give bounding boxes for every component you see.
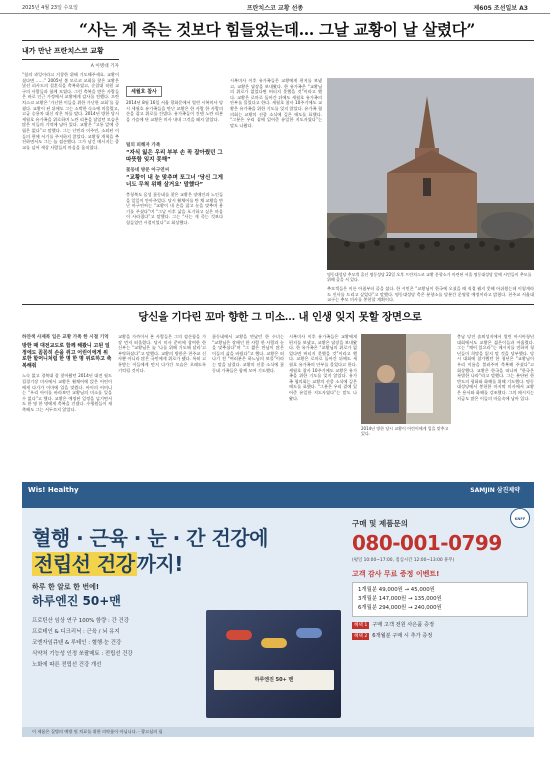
ad-certification-badge: KNFF xyxy=(510,508,530,528)
col1-rule xyxy=(22,59,119,60)
section2-body1: 노숙 없고 경북대 잘 찾아왔던 2014년 대전 월드컵경기장 미사에서 교황은 휠체어에 앉은 어린이에게 다가가 이마에 입을 맞췄다. 아이의 어머니는 “우리 아이를 바라보던 교황님의 미소를 잊을 수 없다”고 했다. 교황은 예정된 일정을 넘기면서도 한 명 한 명에게 축복을 건넸다. 수행원들이 재촉해도 그는 서두르지 않았다. xyxy=(22,373,112,412)
ad-feature-item: 프로테인 & 디크리닉 : 근육 / 뇌 유지 xyxy=(32,629,120,635)
masthead-date: 2025년 4월 23일 수요일 xyxy=(22,5,79,11)
col2-label2: 털의 피해자 가족 xyxy=(126,143,161,148)
col1-text: “힘의 과잉이라고 거창한 위해 기도해주세요. 교황이셨다면 ……” 2005년 봄 모로코 교회를 찾은 교황은 낯선 피사드의 결혼식을 축복하였고, 순찰대 직원 교구의 사람들과 함께 모였다. 그런 축복을 받은 사람들은 바로 인근 가정에서 교황에게 감사를 전했다. 프란치스코 교황은 ‘가난한 이들을 위한 가난한 교회’를 꿈꿨다. 교황이 된 뒤에도 그는 소박한 숙소에 머물렀고, 고급 승용차 대신 작은 차를 탔다. 2014년 방한 당시 세월호 유가족을 위로하며 노란 리본을 달았던 모습은 많은 이들의 기억에 남아 있다. 교황은 “고통 앞에 중립은 없다”고 말했다. 그는 난민과 이주민, 소외된 이들의 편에 서기를 주저하지 않았다. 교황청 개혁을 추진하면서도 그는 늘 겸손했다. 그가 남긴 메시지는 종교를 넘어 세상 사람들의 마음을 움직였다. xyxy=(22,72,119,150)
church-photo xyxy=(327,78,534,270)
ad-box-label: 하루엔진 50+ 맨 xyxy=(214,670,334,690)
ad-gift-text: 6개월분 구매 시 추가 증정 xyxy=(372,633,433,639)
pill-icon xyxy=(226,630,252,640)
ad-price-row: 1개월분 49,000원 → 45,000원 xyxy=(358,587,435,593)
church-illustration xyxy=(327,78,534,270)
ad-tagline: 하루 한 알로 한 번에! xyxy=(32,583,100,591)
ad-product-name: 하루엔진 50+맨 xyxy=(32,594,121,608)
advertisement xyxy=(22,482,534,737)
ad-product-box xyxy=(206,610,341,718)
ad-price-row: 6개월분 294,000원 → 240,000원 xyxy=(358,605,442,611)
ad-gift-row xyxy=(352,620,528,631)
section2-intro-col xyxy=(22,334,112,441)
pope-photo xyxy=(361,334,451,424)
ad-headline-1: 혈행 · 근육 · 눈 · 간 건강에 xyxy=(32,526,268,550)
col2-sub1: “자식 잃은 우리 부부 손 꼭 잡아줬던 그 따뜻함 잊지 못해” xyxy=(126,150,223,163)
ad-feature-item: 식약처 기능성 인정 쏘팔메토 : 전립선 건강 xyxy=(32,651,133,657)
photo1-lower-text: 추모객들은 이른 아침부터 줄을 섰다. 한 시민은 “교황님이 한국에 오셨을 때 직접 뵙지 못해 아쉬웠는데 이렇게라도 인사를 드리고 싶었다”고 말했다. 명동대성당 측은 분향소를 당분간 운영할 예정이라고 밝혔다. 천주교 서울대교구는 추모 미사를 봉헌할 계획이다. xyxy=(327,286,534,302)
ad-hours: (평일 10:00~17:00, 점심시간 12:00~13:00 휴무) xyxy=(352,558,455,563)
pill-icon xyxy=(261,638,287,648)
church-photo-caption: 명동대성당 추모객 줄선 명동성당 22일 오후 프란치스코 교황 분향소가 마련된 서울 명동대성당 앞에 시민들이 추모를 위해 줄을 서 있다. xyxy=(327,272,532,282)
masthead-section: 프란치스코 교황 선종 xyxy=(246,5,304,12)
ad-headline-2 xyxy=(32,548,183,577)
ad-feature-item: 프로틴산 임상 연구 100% 함량 : 간 건강 xyxy=(32,618,129,624)
ad-gift-tag: 혜택 2 xyxy=(354,634,368,639)
section2-body3: 꽃동네에서 교황을 만났던 한 수녀는 “교황님은 장애인 한 사람 한 사람과 눈을 맞추셨다”며 “그 짧은 만남이 많은 이들의 삶을 바꿨다”고 했다. 교황은 떠나기 전 “여러분은 하느님의 보물”이라는 말을 남겼다. 교황의 선종 소식에 꽃동네 가족들은 함께 모여 기도했다. xyxy=(212,334,284,373)
ad-feature-item: 노화에 따른 전립선 건강 개선 xyxy=(32,662,102,668)
ad-gifts xyxy=(352,620,528,642)
section2-body2: 교황을 가까이서 본 사람들은 그의 겸손함을 가장 먼저 떠올렸다. 당시 미사 준비에 참여한 한 신부는 “교황님은 늘 ‘나를 위해 기도해 달라’고 부탁하셨다”고 말했다. 교황의 방한은 천주교 신자뿐 아니라 많은 국민에게 위로가 됐다. 특히 고통받는 이들에게 먼저 다가간 모습은 오래도록 기억될 것이다. xyxy=(118,334,206,373)
ad-brand-left: Wis! Healthy xyxy=(28,486,79,494)
ad-feature-list xyxy=(32,616,232,671)
col2-sub2: “교황이 내 눈 맞추며 포그너 ‘당신 그게 너도 무척 위해 살거요’ 말했다” xyxy=(126,175,223,188)
masthead-page: 제605 조선일보 A3 xyxy=(473,5,528,12)
ad-footer: 이 제품은 질병의 예방 및 치료를 위한 의약품이 아닙니다. · 광고심의 필 xyxy=(22,727,534,737)
col2-text2: 충청북도 음성 꽃동네를 찾은 교황은 장애인과 노인들을 일일이 안아주었다. 당시 휠체어를 탄 채 교황을 만난 아구연씨는 “교황이 내 손을 잡고 눈을 맞추며 용기를 주셨다”며 “그날 이후 삶을 포기하고 싶은 마음이 사라졌다”고 말했다. 그는 “사는 게 죽는 것보다 힘들었던 시절이었다”고 회상했다. xyxy=(126,192,223,225)
section2-intro-label: 하얀색 사제복 입은 교황 가족 한 시절 기억 xyxy=(22,335,109,340)
ad-gift-row xyxy=(352,631,528,642)
section-rule xyxy=(22,304,534,305)
pill-icon xyxy=(296,628,322,638)
ad-gift-text: 구매 고객 전원 사은품 증정 xyxy=(372,622,434,628)
col2-label3: 꽃동네 방문 아구연씨 xyxy=(126,168,170,173)
ad-event-title: 고객 감사 무료 증정 이벤트! xyxy=(352,570,440,578)
col1 xyxy=(22,46,119,277)
ad-top-bar xyxy=(22,482,534,508)
col1-byline: A 이병대 기자 xyxy=(90,64,119,69)
ad-feature-item: 코엔자임큐텐 & 루테인 : 혈행·눈 건강 xyxy=(32,640,122,646)
pope-photo-caption: 2014년 방한 당시 교황이 어린이에게 입을 맞추고 있다. xyxy=(361,426,449,436)
ad-order-panel xyxy=(352,518,528,642)
masthead xyxy=(0,0,550,14)
ad-price-table xyxy=(352,582,528,617)
ad-call-label: 구매 및 제품문의 xyxy=(352,519,408,528)
headline-rule xyxy=(22,40,534,41)
section2-right-text: 충남 당진 솔뫼성지에서 열린 아시아청년대회에서도 교황은 젊은이들과 어울렸다. 그는 “깨어 있으라”는 메시지를 전하며 청년들이 희망을 잃지 말 것을 당부했다. 당시 대회에 참가했던 한 청년은 “교황님이 우리 이름을 불러주며 축복해 주셨다”고 회상했다. 교황은 한국을 떠나며 “한국은 특별한 나라”라고 말했다. 그는 분단된 한반도의 평화와 화해를 위해 기도했다. 명동대성당에서 봉헌한 마지막 미사에서 교황은 용서와 화해를 강조했다. 그의 메시지는 지금도 많은 이들의 마음속에 남아 있다. xyxy=(457,334,534,401)
page-headline: “사는 게 죽는 것보다 힘들었는데… 그날 교황이 날 살렸다” xyxy=(78,20,475,39)
ad-price-row: 3개월분 147,000원 → 135,000원 xyxy=(358,596,442,602)
col2-label: 세월호 참사 xyxy=(126,86,162,97)
section2-intro: 방한 때 대전교도로 함께 해봤니 고된 일정에도 꼼꼼히 손을 쥐고 어린이에게 위로한 할머니처럼 한 명 한 명 위로하고 축복해줘 xyxy=(22,343,112,369)
section2-body3b: 시복미사 이후 유가족들은 교황에게 편지를 보냈고, 교황은 답장을 보내왔다. 한 유가족은 “교황님의 위로가 없었다면 버티지 못했을 것”이라고 했다. 교황은 로마로 돌아간 뒤에도 세월호 유가족의 안부를 물었다고 한다. 세월호 참사 10주기에도 교황은 유가족을 위한 기도를 잊지 않았다. 유가족 협의회는 교황의 선종 소식에 깊은 애도를 표했다. “그분은 우리 곁에 있어준 유일한 지도자였다”는 말도 나왔다. xyxy=(289,334,357,401)
ad-brand-right: SAMJIN 삼진제약 xyxy=(470,487,520,494)
ad-headline-rest: 까지! xyxy=(136,552,183,576)
section2-title: 당신을 기다린 꼬마 향한 그 미소… 내 인생 잊지 못할 장면으로 xyxy=(138,311,422,323)
col3-text: 시복미사 이후 유가족들은 교황에게 편지를 보냈고, 교황은 답장을 보내왔다. 한 유가족은 “교황님의 위로가 없었다면 버티지 못했을 것”이라고 했다. 교황은 로마로 돌아간 뒤에도 세월호 유가족의 안부를 물었다고 한다. 세월호 참사 10주기에도 교황은 유가족을 위한 기도를 잊지 않았다. 유가족 협의회는 교황의 선종 소식에 깊은 애도를 표했다. “그분은 우리 곁에 있어준 유일한 지도자였다”는 말도 나왔다. xyxy=(230,78,322,128)
ad-headline-highlight: 전립선 건강 xyxy=(34,552,135,576)
col1-title: 내가 만난 프란치스코 교황 xyxy=(22,47,104,55)
ad-gift-tag: 혜택 1 xyxy=(354,623,368,628)
col2 xyxy=(126,78,223,280)
pope-illustration xyxy=(361,334,451,424)
ad-phone-number[interactable]: 080-001-0799 xyxy=(352,531,502,555)
col2-text1: 2014년 8월 16일 서울 광화문에서 열린 시복미사 당시 세월호 유가족들을 만난 교황은 한 사람 한 사람의 손을 잡고 위로를 건넸다. 유가족들이 건넨 노란 리본을 가슴에 단 교황은 미사 내내 그것을 떼지 않았다. xyxy=(126,100,223,122)
col3 xyxy=(230,78,322,298)
